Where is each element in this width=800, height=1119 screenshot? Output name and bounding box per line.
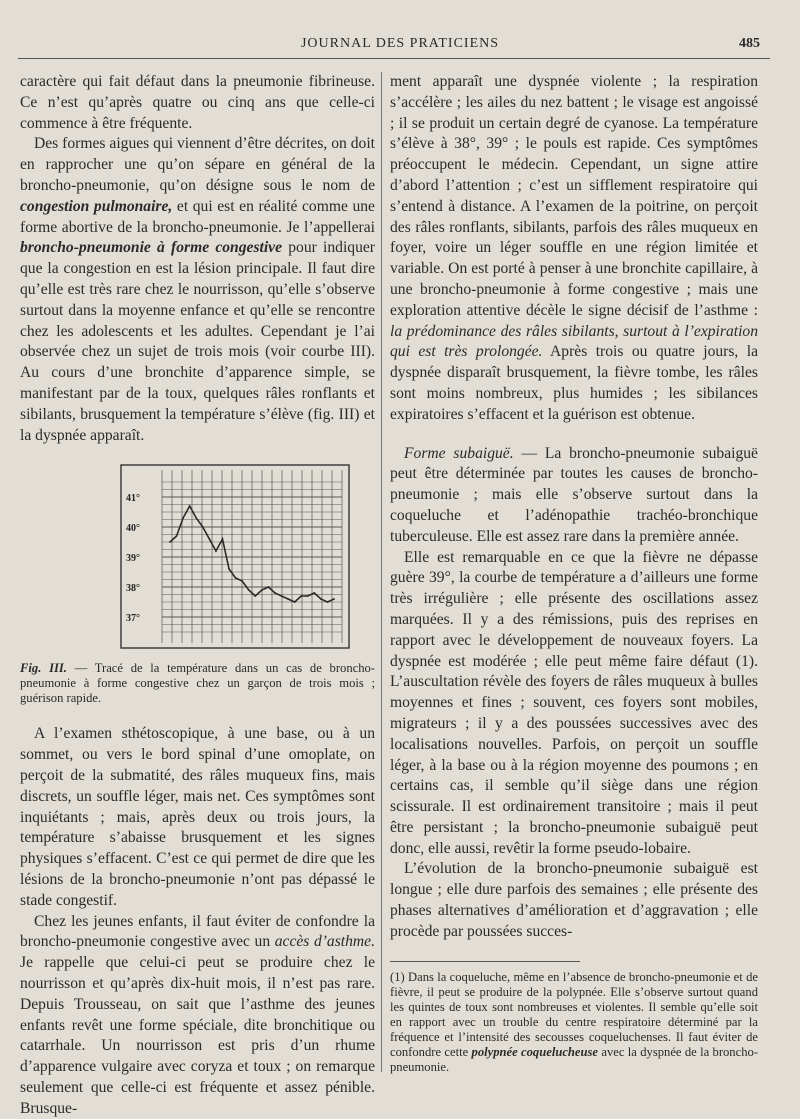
right-column [390,72,758,1075]
temperature-point [320,598,322,600]
temperature-point [313,592,315,594]
temperature-point [254,595,256,597]
y-tick-label: 41° [126,493,140,505]
temperature-point [241,580,243,582]
term-acces-asthme: accès d’asthme. [274,933,376,951]
temperature-point [228,568,230,570]
paragraph: ment apparaît une dyspnée violente ; la respiration s’accélère ; les ailes du nez battent ; le visage est angoissé ; il se produit un certain degré de cyanose. La température s’élève à 38°, 39° ; le pouls est rapide. Ces symptômes préoccupent le médecin. Cependant, un signe attire d’abord l’attention ; c’est un sifflement respiratoire qui s’entend à distance. A l’examen de la poitrine, on perçoit des râles ronflants, sibilants, parfois des râles muqueux en foyer, voire un léger souffle en une région limitée et variable. On est porté à penser à une bronchite capillaire, à une broncho-pneumonie à forme congestive ; mais une exploration attentive décèle le signe décisif de l’asthme : la prédominance des râles sibilants, surtout à l’expiration qui est très prolongée. Après trois ou quatre jours, la dyspnée disparaît brusquement, la fièvre tombe, les râles sont moins nombreux, plus humides ; les sibilances expiratoires s’effacent et la guérison est obtenue. [390,73,759,423]
temperature-point [189,505,191,507]
term-predominance: la prédominance des râles sibilants, surtout à l’expiration qui est très prolongée. [390,322,758,361]
temperature-point [215,550,217,552]
journal-title: JOURNAL DES PRATICIENS [300,36,500,51]
y-tick-label: 38° [126,583,140,595]
y-tick-label: 39° [126,553,140,565]
paragraph: Forme subaiguë. — La broncho-pneumonie subaiguë peut être déterminée par toutes les causes de broncho-pneumonie ; mais elle s’observe surtout dans la coqueluche et l’adénopathie trachéo-bronchique tuberculeuse. Elle est assez rare dans la première année. [390,444,758,545]
temperature-point [261,589,263,591]
temperature-point [169,541,171,543]
temperature-point [300,595,302,597]
temperature-point [307,595,309,597]
paragraph: Elle est remarquable en ce que la fièvre ne dépasse guère 39°, la courbe de température a d’ailleurs une forme très irrégulière ; elle présente des oscillations assez marquées. Il y a des rémissions, puis des reprises en rapport avec le développement de nouveaux foyers. La dyspnée est modérée ; elle peut même faire défaut (1). L’auscultation révèle des foyers de râles muqueux à bulles moyennes et fines ; souvent, ces foyers sont mobiles, migrateurs ; il y a des poussées successives avec des localisations nouvelles. Parfois, on perçoit un souffle léger, à la base ou à la région moyenne des poumons ; en certains cas, il semble qu’il siège dans une région scissurale. Il est ordinairement transitoire ; mais il peut être persistant ; la broncho-pneumonie subaiguë peut donc, elle aussi, revêtir la forme pseudo-lobaire. [390,548,758,857]
page-number: 485 [739,36,760,51]
temperature-point [182,517,184,519]
paragraph: L’évolution de la broncho-pneumonie subaiguë est longue ; elle dure parfois des semaines ; elle présente des phases alternatives d’amélioration et d’aggravation ; elle procède par poussées succes- [390,860,758,940]
y-tick-label: 37° [126,613,140,625]
paragraph: Des formes aigues qui viennent d’être décrites, on doit en rapprocher une qu’on sépare en général de la broncho-pneumonie, qu’on désigne sous le nom de congestion pulmonaire, et qui est en réalité comme une forme abortive de la broncho-pneumonie. Je l’appellerai broncho-pneumonie à forme congestive pour indiquer que la congestion en est la lésion principale. Il faut dire qu’elle est très rare chez le nourrisson, qu’elle s’observe surtout dans la moyenne enfance et qu’elle se rencontre chez les adolescents et les adultes. Cependant je l’ai observée chez un sujet de trois mois (voir courbe III). Au cours d’une bronchite d’apparence simple, se manifestant par de la toux, quelques râles ronflants et sibilants, brusquement la température s’élève (fig. III) et la dyspnée apparaît. [20,135,375,444]
temperature-point [176,535,178,537]
temperature-point [195,517,197,519]
temperature-point [268,586,270,588]
paragraph: caractère qui fait défaut dans la pneumonie fibrineuse. Ce n’est qu’après quatre ou cinq ans que celle-ci commence à être fréquente. [20,73,375,132]
temperature-point [208,538,210,540]
temperature-point [222,538,224,540]
section-title-forme-subaigue: Forme subaiguë. [404,444,514,462]
paragraph: Chez les jeunes enfants, il faut éviter de confondre la broncho-pneumonie congestive avec un accès d’asthme. Je rappelle que celui-ci peut se produire chez le nourrisson et qu’après dix-huit mois, il n’est pas rare. Depuis Trousseau, on sait que l’asthme des jeunes enfants revêt une forme spéciale, dite bronchitique ou catarrhale. Un nourrisson est pris d’un rhume d’apparence vulgaire avec coryza et toux ; on remarque seulement que celle-ci est fréquente et assez pénible. Brusque- [20,912,376,1117]
footnote: (1) Dans la coqueluche, même en l’absence de broncho-pneumonie et de fièvre, il peut se produire de la polypnée. Elle s’observe surtout quand les quintes de toux sont nombreuses et violentes. Il semble qu’elle soit en rapport avec un trouble du centre respiratoire déterminé par la fréquence et l’intensité des secousses coqueluchenses. Il faut éviter de confondre cette polypnée coquelucheuse avec la dyspnée de la broncho-pneumonie. [390,969,758,1074]
temperature-chart [120,464,350,649]
paragraph: A l’examen sthétoscopique, à une base, ou à un sommet, ou vers le bord spinal d’une omoplate, on perçoit de la submatité, des râles muqueux fins, mais discrets, un souffle léger, mais net. Ces symptômes sont inquiétants ; mais, après deux ou trois jours, la température s’abaisse brusquement et les signes physiques s’effacent. C’est ce qui permet de dire que les lésions de la broncho-pneumonie n’ont pas dépassé le stade congestif. [20,725,375,909]
temperature-point [327,601,329,603]
temperature-point [281,595,283,597]
temperature-point [248,589,250,591]
y-tick-label: 40° [126,523,140,535]
figure-caption: Fig. III. — Tracé de la température dans un cas de broncho-pneumonie à forme congestive chez un garçon de trois mois ; guérison rapide. [20,661,375,706]
footnote-rule [390,961,580,962]
header-rule [18,58,770,59]
temperature-point [287,598,289,600]
term-congestion-pulmonaire: congestion pulmonaire, [20,197,173,215]
temperature-point [274,592,276,594]
running-header [0,36,800,58]
temperature-point [235,577,237,579]
term-polypnee: polypnée coquelucheuse [471,1044,599,1059]
temperature-chart-svg [120,464,350,649]
temperature-point [294,601,296,603]
term-broncho-pneumonie-congestive: broncho-pneumonie à forme congestive [20,239,283,257]
left-column [20,72,375,1119]
column-divider [381,72,382,1072]
temperature-point [333,598,335,600]
temperature-point [202,526,204,528]
